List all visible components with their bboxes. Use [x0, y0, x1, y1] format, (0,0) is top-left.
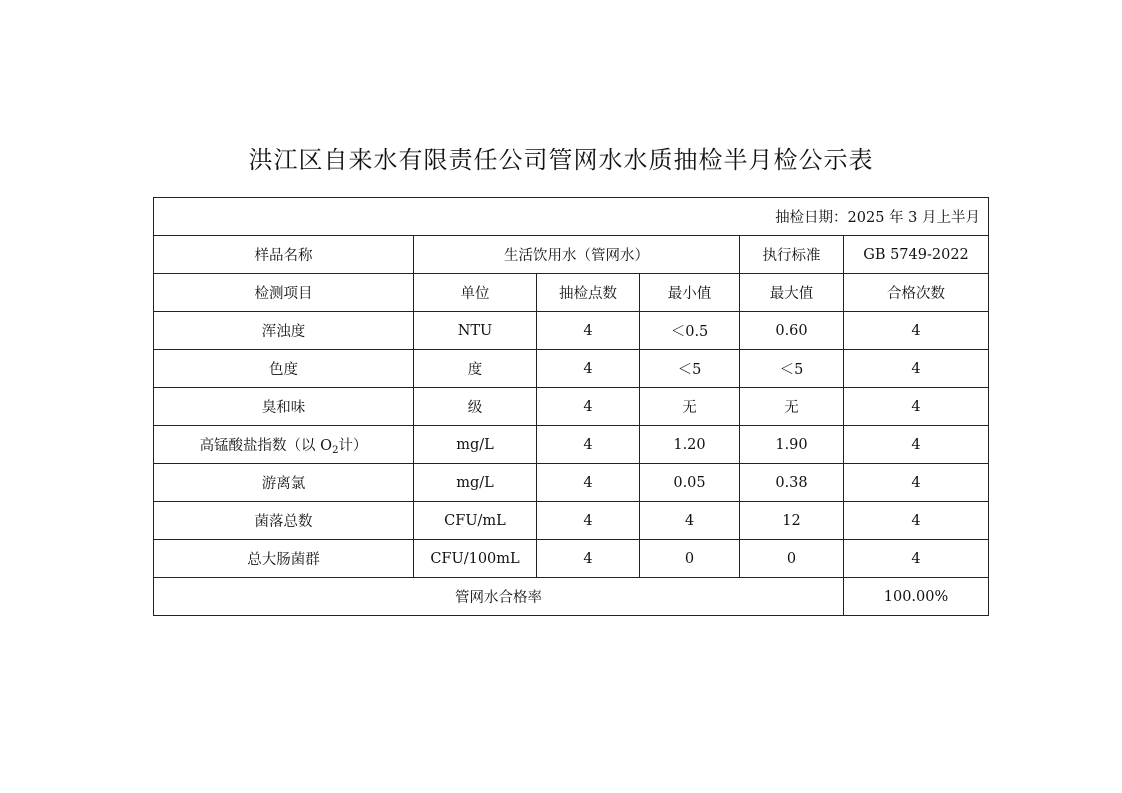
points-cell: 4	[537, 502, 640, 540]
footer-row	[154, 578, 989, 616]
standard-label: 执行标准	[740, 236, 844, 274]
table-row	[154, 502, 989, 540]
water-quality-table	[153, 197, 989, 616]
passes-cell: 4	[844, 464, 989, 502]
points-cell: 4	[537, 350, 640, 388]
unit-cell: CFU/100mL	[414, 540, 537, 578]
page-title: 洪江区自来水有限责任公司管网水水质抽检半月检公示表	[248, 146, 874, 174]
item-cell: 浑浊度	[154, 312, 414, 350]
min-cell: 4	[640, 502, 740, 540]
unit-cell: mg/L	[414, 464, 537, 502]
item-cell: 总大肠菌群	[154, 540, 414, 578]
max-cell: 0.38	[740, 464, 844, 502]
passes-cell: 4	[844, 388, 989, 426]
item-cell: 菌落总数	[154, 502, 414, 540]
points-cell: 4	[537, 388, 640, 426]
table-row	[154, 312, 989, 350]
standard-value: GB 5749-2022	[844, 236, 989, 274]
column-header-row	[154, 274, 989, 312]
min-cell: 1.20	[640, 426, 740, 464]
col-header-max: 最大值	[740, 274, 844, 312]
max-cell: 0	[740, 540, 844, 578]
points-cell: 4	[537, 426, 640, 464]
passes-cell: 4	[844, 426, 989, 464]
passes-cell: 4	[844, 502, 989, 540]
table-row	[154, 540, 989, 578]
item-cell: 游离氯	[154, 464, 414, 502]
item-text-suffix: 计）	[338, 437, 368, 454]
table-row	[154, 388, 989, 426]
unit-cell: mg/L	[414, 426, 537, 464]
min-cell: ＜5	[640, 350, 740, 388]
unit-cell: 级	[414, 388, 537, 426]
passes-cell: 4	[844, 540, 989, 578]
passes-cell: 4	[844, 350, 989, 388]
max-cell: 1.90	[740, 426, 844, 464]
unit-cell: CFU/mL	[414, 502, 537, 540]
item-cell: 臭和味	[154, 388, 414, 426]
max-cell: 0.60	[740, 312, 844, 350]
pass-rate-value: 100.00%	[844, 578, 989, 616]
col-header-min: 最小值	[640, 274, 740, 312]
col-header-points: 抽检点数	[537, 274, 640, 312]
unit-cell: 度	[414, 350, 537, 388]
max-cell: 12	[740, 502, 844, 540]
item-cell	[154, 426, 414, 464]
table-row	[154, 426, 989, 464]
pass-rate-label: 管网水合格率	[154, 578, 844, 616]
item-subscript: 2	[332, 444, 339, 456]
table-row	[154, 350, 989, 388]
points-cell: 4	[537, 464, 640, 502]
min-cell: 0.05	[640, 464, 740, 502]
item-cell: 色度	[154, 350, 414, 388]
min-cell: ＜0.5	[640, 312, 740, 350]
max-cell: ＜5	[740, 350, 844, 388]
date-row	[154, 198, 989, 236]
item-text: 高锰酸盐指数（以 O	[199, 437, 333, 454]
points-cell: 4	[537, 312, 640, 350]
col-header-item: 检测项目	[154, 274, 414, 312]
points-cell: 4	[537, 540, 640, 578]
sample-name-value: 生活饮用水（管网水）	[414, 236, 740, 274]
passes-cell: 4	[844, 312, 989, 350]
col-header-unit: 单位	[414, 274, 537, 312]
min-cell: 0	[640, 540, 740, 578]
max-cell: 无	[740, 388, 844, 426]
col-header-passes: 合格次数	[844, 274, 989, 312]
inspection-date: 抽检日期：2025 年 3 月上半月	[154, 198, 989, 236]
sample-row	[154, 236, 989, 274]
min-cell: 无	[640, 388, 740, 426]
sample-name-label: 样品名称	[154, 236, 414, 274]
table-row	[154, 464, 989, 502]
unit-cell: NTU	[414, 312, 537, 350]
